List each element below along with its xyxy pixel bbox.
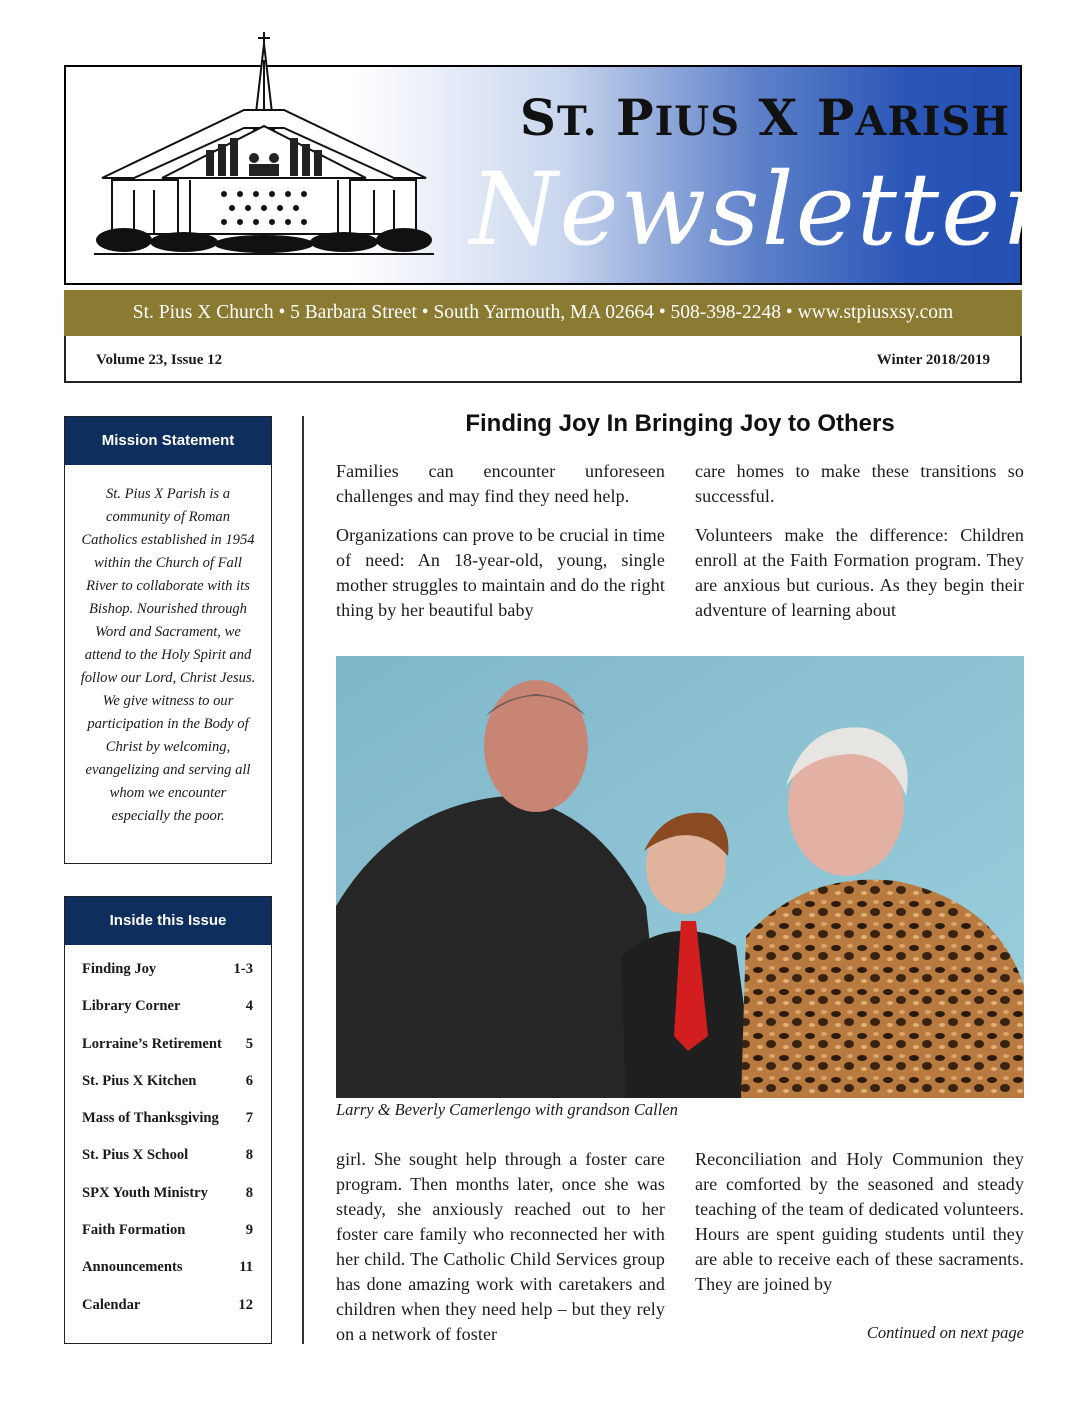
toc-page: 12 — [238, 1296, 253, 1313]
column-divider — [302, 416, 304, 1344]
inside-this-issue-box — [64, 896, 272, 1344]
paragraph: care homes to make these transitions so successful. — [695, 461, 1024, 506]
photo-caption: Larry & Beverly Camerlengo with grandson Callen — [336, 1100, 678, 1119]
toc-page: 9 — [245, 1222, 253, 1239]
table-of-contents — [65, 945, 271, 1328]
mission-text: St. Pius X Parish is a community of Roman Catholics established in 1954 within the Church of Fall River to collaborate with its Bishop. Nourished through Word and Sacrament, we attend to the Holy Spirit and follow our Lord, Christ Jesus. We give witness to our participation in the Body of Christ by welcoming, evangelizing and serving all whom we encounter especially the poor. — [80, 486, 256, 824]
article-column-1 — [336, 459, 665, 637]
toc-item — [82, 1030, 253, 1067]
paragraph: Organizations can prove to be crucial in time of need: An 18-year-old, young, single mother struggles to maintain and do the right thing by her beautiful baby — [336, 525, 665, 620]
toc-page: 6 — [245, 1072, 253, 1089]
toc-label: Lorraine’s Retirement — [82, 1035, 222, 1052]
toc-item — [82, 1179, 253, 1216]
toc-label: St. Pius X Kitchen — [82, 1072, 197, 1089]
toc-label: SPX Youth Ministry — [82, 1184, 208, 1201]
toc-page: 11 — [239, 1259, 253, 1276]
address-bar: St. Pius X Church • 5 Barbara Street • South Yarmouth, MA 02664 • 508-398-2248 • www.stpiusxsy.com — [64, 290, 1022, 336]
toc-item — [82, 1141, 253, 1178]
inside-heading: Inside this Issue — [65, 897, 271, 945]
toc-item — [82, 1291, 253, 1328]
toc-item — [82, 1216, 253, 1253]
toc-page: 1-3 — [233, 961, 253, 977]
toc-page: 5 — [245, 1035, 253, 1052]
paragraph: Volunteers make the difference: Children enroll at the Faith Formation program. They are anxious but curious. As they begin their adventure of learning about — [695, 525, 1024, 620]
mission-heading: Mission Statement — [65, 417, 271, 465]
toc-page: 4 — [245, 998, 253, 1015]
toc-label: Faith Formation — [82, 1222, 186, 1239]
article-column-3 — [336, 1147, 665, 1361]
newsletter-title: ST. PIUS X PARISH — [519, 88, 1010, 147]
newsletter-subtitle: Newsletter — [470, 151, 1053, 268]
volume-issue: Volume 23, Issue 12 — [96, 352, 223, 368]
toc-label: Calendar — [82, 1296, 141, 1313]
toc-item — [82, 1253, 253, 1290]
church-illustration — [94, 30, 434, 262]
toc-item — [82, 992, 253, 1029]
mission-statement-box — [64, 416, 272, 864]
paragraph: girl. She sought help through a foster care program. Then months later, once she was steady, she anxiously reached out to her foster care family who reconnected her with her child. The Catholic Child Services group has done amazing work with caretakers and children when they need help – but they rely on a network of foster — [336, 1149, 665, 1344]
toc-label: Announcements — [82, 1259, 183, 1276]
paragraph: Reconciliation and Holy Communion they are comforted by the seasoned and steady teaching of the team of dedicated volunteers. Hours are spent guiding students until they are able to receive each of these sacraments. They are joined by — [695, 1149, 1024, 1294]
toc-item — [82, 1067, 253, 1104]
issue-date: Winter 2018/2019 — [876, 352, 990, 368]
toc-label: Finding Joy — [82, 961, 157, 977]
issue-bar — [64, 336, 1022, 383]
article-photo — [336, 656, 1024, 1098]
toc-page: 7 — [245, 1110, 253, 1127]
article-column-4 — [695, 1147, 1024, 1311]
toc-page: 8 — [245, 1147, 253, 1164]
article-headline: Finding Joy In Bringing Joy to Others — [465, 410, 895, 437]
article-column-2 — [695, 459, 1024, 637]
paragraph: Families can encounter unforeseen challenges and may find they need help. — [336, 461, 665, 506]
toc-item — [82, 1104, 253, 1141]
toc-page: 8 — [245, 1184, 253, 1201]
toc-label: Mass of Thanksgiving — [82, 1110, 219, 1127]
toc-label: Library Corner — [82, 998, 181, 1015]
toc-item — [82, 955, 253, 992]
continued-note: Continued on next page — [866, 1323, 1024, 1342]
toc-label: St. Pius X School — [82, 1147, 189, 1164]
